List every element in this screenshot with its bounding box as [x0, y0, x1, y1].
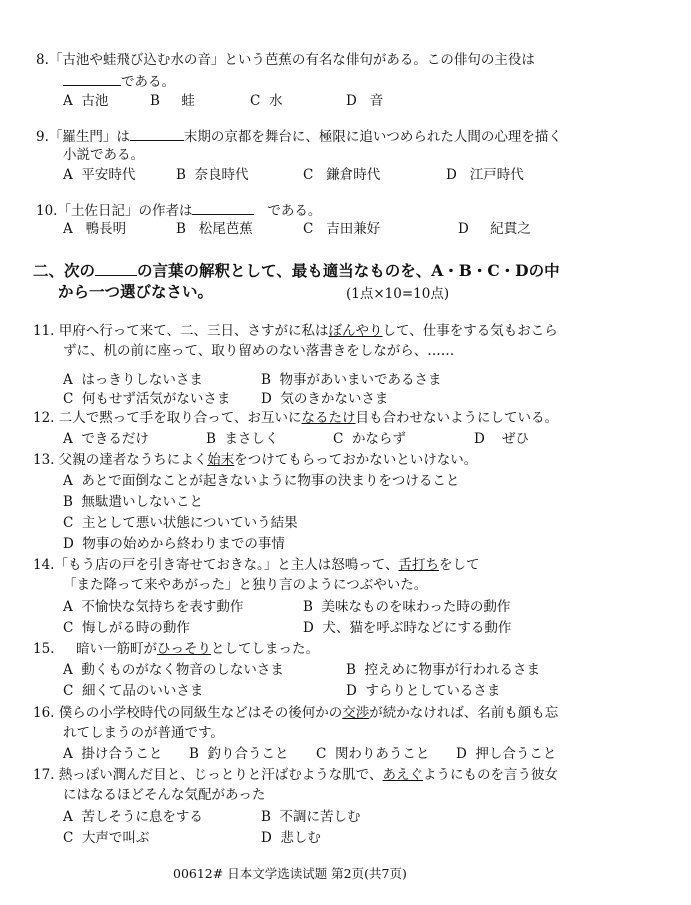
option-a: A 平安時代 — [63, 167, 136, 183]
option-c: C 何もせず活気がないさま — [63, 391, 231, 407]
option-d: D 悲しむ — [261, 830, 321, 846]
section-number: 二、 — [33, 261, 65, 280]
question-number: 10. — [36, 203, 58, 219]
question-11-text-line2: ずに、机の前に座って、取り留めのない落書きをしながら、…… — [63, 343, 455, 359]
question-14-text-line2: 「また降って来やあがった」と独り言のようにつぶやいた。 — [63, 577, 428, 593]
option-c: C 水 — [250, 93, 283, 109]
option-d: D 気のきかないさま — [261, 391, 389, 407]
question-number: 14. — [33, 557, 55, 573]
question-text: である。 — [267, 203, 322, 219]
option-b: B 物事があいまいであるさま — [261, 372, 442, 388]
question-number: 12. — [33, 410, 55, 426]
option-c: C 大声で叫ぶ — [63, 830, 150, 846]
option-b: B 不調に苦しむ — [261, 809, 361, 825]
option-b: B 奈良時代 — [176, 167, 249, 183]
target-word: 始末 — [207, 452, 235, 468]
question-number: 16. — [33, 705, 55, 721]
target-word: なるたけ — [301, 410, 356, 426]
target-word: あえぐ — [382, 767, 424, 783]
option-b: B 控えめに物事が行われるさま — [346, 662, 541, 678]
question-17-text-line2: にはなるほどそんな気配があった — [63, 787, 266, 803]
option-d: D ぜひ — [474, 431, 529, 447]
option-d: D 押し合うこと — [456, 746, 557, 762]
option-d: D 音 — [346, 93, 384, 109]
answer-blank — [130, 126, 184, 141]
underline-marker — [95, 260, 137, 276]
option-d: D 紀貫之 — [458, 221, 531, 237]
target-word: ぼんやり — [328, 323, 383, 339]
option-d: D 犬、猫を呼ぶ時などにする動作 — [303, 620, 512, 636]
option-c: C 関わりあうこと — [316, 746, 430, 762]
option-c: C かならず — [333, 431, 406, 447]
question-17-text: 17. 熱っぽい潤んだ目と、じっとりと汗ばむような肌で、あえぐようにものを言う彼女 — [33, 767, 559, 783]
option-c: C 主として悪い状態についていう結果 — [63, 515, 298, 531]
question-11-text: 11. 甲府へ行って来て、二、三日、さすがに私はぼんやりして、仕事をする気もおこら — [33, 323, 558, 339]
question-text: である。 — [121, 74, 175, 90]
question-number: 8. — [36, 52, 49, 68]
option-a: A 掛け合うこと — [63, 746, 163, 762]
option-d: D 江戸時代 — [446, 167, 524, 183]
section-2-heading-line2: から一つ選びなさい。 — [58, 282, 214, 301]
section-2-points: (1点×10=10点) — [346, 286, 450, 302]
question-16-text: 16. 僕らの小学校時代の同級生などはその後何かの交渉が続かなければ、名前も顔も忘 — [33, 705, 559, 721]
question-9-text-line2: 小説である。 — [63, 147, 144, 163]
option-b: B まさしく — [206, 431, 279, 447]
section-2-heading — [33, 260, 560, 281]
question-12-text: 12. 二人で黙って手を取り合って、お互いになるたけ目も合わせないようにしている。 — [33, 410, 559, 426]
answer-blank — [63, 71, 121, 86]
option-b: B 美味なものを味わった時の動作 — [303, 599, 511, 615]
option-c: C 悔しがる時の動作 — [63, 620, 190, 636]
question-text: 「土佐日記」の作者は — [57, 203, 193, 219]
option-b: B 無駄遣いしないこと — [63, 494, 204, 510]
question-text: 「古池や蛙飛び込む水の音」という芭蕉の有名な俳句がある。この俳句の主役は — [48, 52, 535, 68]
option-a: A あとで面倒なことが起きないように物事の決まりをつけること — [63, 473, 460, 489]
question-10-text — [36, 200, 321, 220]
question-8-text — [36, 51, 535, 69]
question-text: 「羅生門」は — [48, 129, 130, 145]
target-word: ひっそり — [156, 641, 211, 657]
question-8-text-line2 — [63, 71, 175, 91]
option-d: D 物事の始めから終わりまでの事情 — [63, 536, 285, 552]
option-d: D すらりとしているさま — [346, 683, 501, 699]
option-b: B 蛙 — [150, 93, 195, 109]
question-14-text: 14.「もう店の戸を引き寄せておきな。」と主人は怒鳴って、舌打ちをして — [33, 557, 480, 573]
option-b: B 釣り合うこと — [189, 746, 289, 762]
option-a: A 動くものがなく物音のしないさま — [63, 662, 284, 678]
page-footer: 00612# 日本文学选读试题 第2页(共7页) — [173, 866, 407, 881]
question-number: 9. — [36, 129, 49, 145]
option-a: A 古池 — [63, 93, 109, 109]
question-13-text: 13. 父親の達者なうちによく始末をつけてもらっておかないといけない。 — [33, 452, 478, 468]
option-c: C 吉田兼好 — [303, 221, 381, 237]
option-a: A 鴨長明 — [63, 221, 127, 237]
question-number: 17. — [33, 767, 55, 783]
answer-blank — [192, 200, 254, 215]
option-c: C 細くて品のいいさま — [63, 683, 204, 699]
question-number: 13. — [33, 452, 55, 468]
option-a: A 不愉快な気持ちを表す動作 — [63, 599, 244, 615]
section-text: 次の — [64, 261, 96, 280]
target-word: 交渉 — [342, 705, 370, 721]
question-number: 11. — [33, 323, 55, 339]
option-a: A できるだけ — [63, 431, 149, 447]
question-text: 末期の京都を舞台に、極限に追いつめられた人間の心理を描く — [183, 129, 562, 145]
question-9-text — [36, 126, 562, 146]
option-c: C 鎌倉時代 — [303, 167, 381, 183]
option-a: A はっきりしないさま — [63, 372, 203, 388]
target-word: 舌打ち — [398, 557, 439, 573]
option-b: B 松尾芭蕉 — [176, 221, 253, 237]
option-a: A 苦しそうに息をする — [63, 809, 203, 825]
question-16-text-line2: れてしまうのが普通です。 — [63, 725, 224, 741]
question-number: 15. — [33, 641, 55, 657]
section-text: の言葉の解釈として、最も適当なものを、A・B・C・Dの中 — [137, 261, 560, 280]
question-15-text: 15. 暗い一筋町がひっそりとしてしまった。 — [33, 641, 319, 657]
